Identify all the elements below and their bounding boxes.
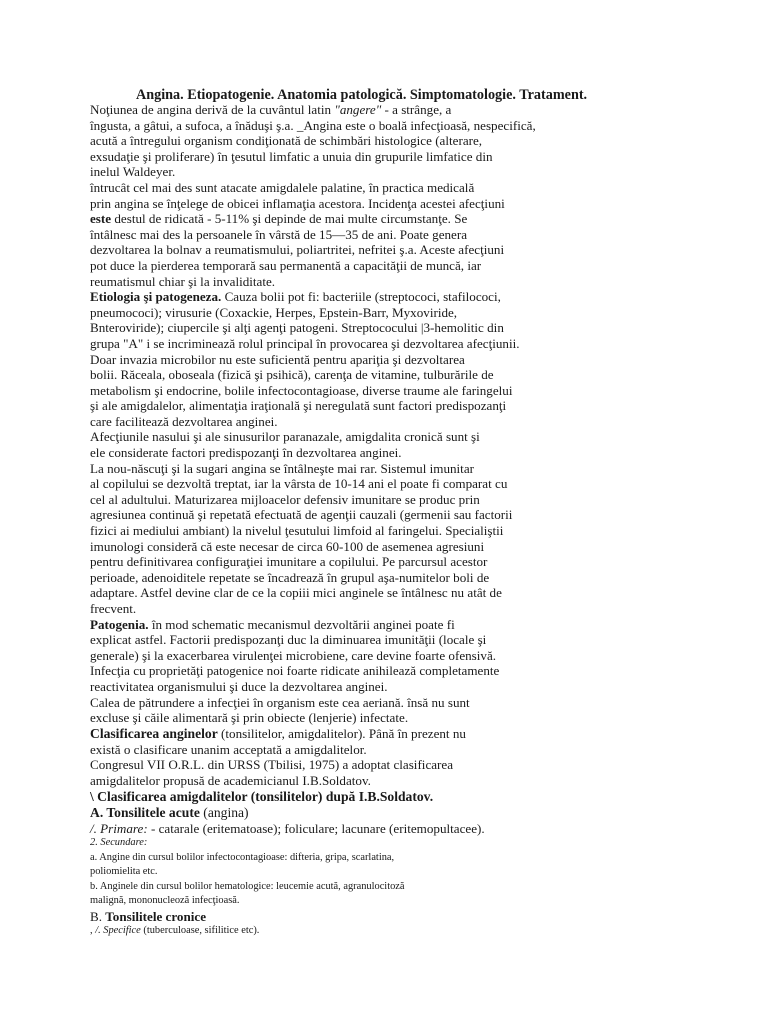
text-run: Noţiunea de angina derivă de la cuvântul latin [90, 102, 335, 117]
text-line: şi ale amigdalelor, alimentaţia iraţională şi neregulată sunt factori predispozanţi [90, 398, 507, 414]
pathogenesis-section [90, 617, 750, 695]
text-line: Infecţia cu proprietăţi patogenice noi foarte ridicate anihilează completamente [90, 663, 500, 679]
text-line: fizici ai mediului ambiant) la nivelul ţesutului limfoid al faringelui. Specialiştii [90, 523, 504, 539]
classification-subitem: a. Angine din cursul bolilor infectocontagioase: difteria, gripa, scarlatina, [90, 851, 395, 863]
text-line: metabolism şi endocrine, bolile infectocontagioase, diverse traume ale faringelui [90, 382, 513, 398]
document-body [90, 102, 750, 939]
text-run: în mod schematic mecanismul dezvoltării anginei poate fi [148, 616, 455, 632]
text-run: - a strânge, a [381, 102, 452, 117]
bold-word: este [90, 211, 112, 227]
text-line: care facilitează dezvoltarea anginei. [90, 413, 278, 429]
text-run: , [90, 925, 96, 937]
text-line: grupa "A" i se incriminează rolul principal în provocarea şi dezvoltarea afecţiunii. [90, 335, 520, 351]
text-line: ele considerate factori predispozanţi în dezvoltarea anginei. [90, 445, 402, 461]
classification-subitem: malignă, mononucleoză infecţioasă. [90, 895, 240, 907]
text-line [90, 211, 750, 227]
text-line: prin angina se înţelege de obicei inflamaţia acestora. Incidenţa acestei afecţiuni [90, 195, 505, 211]
predisposing-paragraph [90, 429, 750, 460]
section-heading: Etiologia şi patogeneza. [90, 289, 222, 305]
latin-term: "angere" [334, 102, 382, 117]
text-line: bolii. Răceala, oboseala (fizică şi psihică), carenţa de vitamine, tulburările de [90, 367, 494, 383]
text-line: pentru definitivarea configuraţiei imunitare a copilului. Pe parcursul acestor [90, 554, 488, 570]
text-line: cel al adultului. Maturizarea mijloacelor defensiv imunitare se produc prin [90, 491, 480, 507]
text-line: Doar invazia microbilor nu este suficientă pentru apariţia şi dezvoltarea [90, 351, 465, 367]
text-line: frecvent. [90, 601, 137, 616]
section-heading: Clasificarea anginelor [90, 725, 218, 741]
text-line: La nou-născuţi şi la sugari angina se întâlneşte mai rar. Sistemul imunitar [90, 460, 474, 476]
text-line: excluse şi căile alimentară şi prin obiecte (lenjerie) infectate. [90, 710, 409, 726]
item-label: /. Specifice [95, 925, 141, 937]
text-line: dezvoltarea la bolnav a reumatismului, poliartritei, nefritei ş.a. Aceste afecţiuni [90, 242, 505, 258]
classification-item: 2. Secundare: [90, 837, 148, 849]
text-line: îngusta, a gâtui, a sufoca, a înăduşi ş.a. _Angina este o boală infecţioasă, nespecifică, [90, 117, 536, 133]
text-line [90, 289, 750, 305]
text-line: agresiunea continuă şi repetată efectuată de agenţii cauzali (germenii sau factorii [90, 507, 513, 523]
text-line: Calea de pătrundere a infecţiei în organism este cea aeriană. însă nu sunt [90, 694, 470, 710]
etiology-section [90, 289, 750, 429]
classification-group-b [90, 909, 750, 925]
text-line: generale) şi la exacerbarea virulenţei microbiene, care devine foarte ofensivă. [90, 647, 497, 663]
text-line [90, 617, 750, 633]
group-label: B. [90, 908, 106, 924]
classification-item [90, 924, 750, 939]
text-line: Bnteroviride); ciupercile şi alţi agenţi patogeni. Streptococului |3-hemolitic din [90, 320, 504, 336]
text-line: explicat astfel. Factorii predispozanţi duc la diminuarea imunităţii (locale şi [90, 632, 487, 648]
text-run: (tonsilitelor, amigdalitelor). Până în prezent nu [217, 725, 466, 741]
classification-group-a [90, 805, 750, 821]
children-paragraph [90, 461, 750, 617]
incidence-paragraph [90, 180, 750, 289]
text-line [90, 102, 750, 118]
text-line: întrucât cel mai des sunt atacate amigdalele palatine, în practica medicală [90, 179, 475, 195]
item-label: /. Primare: [90, 820, 148, 836]
text-run: (tuberculoase, sifilitice etc). [140, 925, 260, 937]
text-run: destul de ridicată - 5-11% şi depinde de mai multe circumstanţe. Se [111, 211, 468, 227]
text-line: al copilului se dezvoltă treptat, iar la vârsta de 10-14 ani el poate fi comparat cu [90, 476, 508, 492]
classification-item [90, 821, 750, 837]
text-line [90, 726, 750, 742]
text-line: acută a întregului organism condiţionată de schimbări histologice (alterare, [90, 133, 483, 149]
classification-heading: \ Clasificarea amigdalitelor (tonsilitelor) după I.B.Soldatov. [90, 788, 434, 804]
group-title: A. Tonsilitele acute [90, 804, 200, 820]
text-line: reactivitatea organismului şi duce la dezvoltarea anginei. [90, 678, 388, 694]
text-line: imunologi consideră că este necesar de circa 60-100 de asemenea agresiuni [90, 538, 485, 554]
document-title: Angina. Etiopatogenie. Anatomia patologică. Simptomatologie. Tratament. [136, 87, 588, 103]
text-line: amigdalitelor propusă de academicianul I.B.Soldatov. [90, 772, 371, 788]
infection-route-paragraph [90, 695, 750, 726]
group-title: Tonsilitele cronice [105, 908, 207, 924]
soldatov-classification [90, 789, 750, 939]
text-line: inelul Waldeyer. [90, 164, 176, 180]
text-line: adaptare. Astfel devine clar de ce la copiii mici anginele se întâlnesc nu atât de [90, 585, 502, 601]
text-line: întâlnesc mai des la persoanele în vârstă de 15—35 de ani. Poate genera [90, 226, 468, 242]
text-line: Congresul VII O.R.L. din URSS (Tbilisi, 1975) a adoptat clasificarea [90, 757, 454, 773]
text-line: perioade, adenoiditele repetate se încadrează în grupul aşa-numitelor boli de [90, 569, 490, 585]
classification-subitem: b. Anginele din cursul bolilor hematologice: leucemie acută, agranulocitoză [90, 880, 405, 892]
classification-section [90, 726, 750, 789]
text-run: (angina) [199, 804, 249, 820]
classification-subitem: poliomielita etc. [90, 866, 158, 878]
text-line: pneumococi); virusurie (Coxackie, Herpes, Epstein-Barr, Myxoviride, [90, 304, 458, 320]
text-line: Afecţiunile nasului şi ale sinusurilor paranazale, amigdalita cronică sunt şi [90, 429, 480, 445]
text-line: reumatismul chiar şi la invaliditate. [90, 273, 276, 289]
text-run: - catarale (eritematoase); foliculare; lacunare (eritemopultacee). [147, 820, 485, 836]
text-line: pot duce la pierderea temporară sau permanentă a capacităţii de muncă, iar [90, 257, 482, 273]
section-heading: Patogenia. [90, 616, 149, 632]
intro-paragraph [90, 102, 750, 180]
text-line: există o clasificare unanim acceptată a amigdalitelor. [90, 741, 367, 757]
text-run: Cauza bolii pot fi: bacteriile (streptococi, stafilococi, [221, 289, 501, 305]
text-line: exsudaţie şi proliferare) în ţesutul limfatic a unuia din grupurile limfatice din [90, 148, 493, 164]
